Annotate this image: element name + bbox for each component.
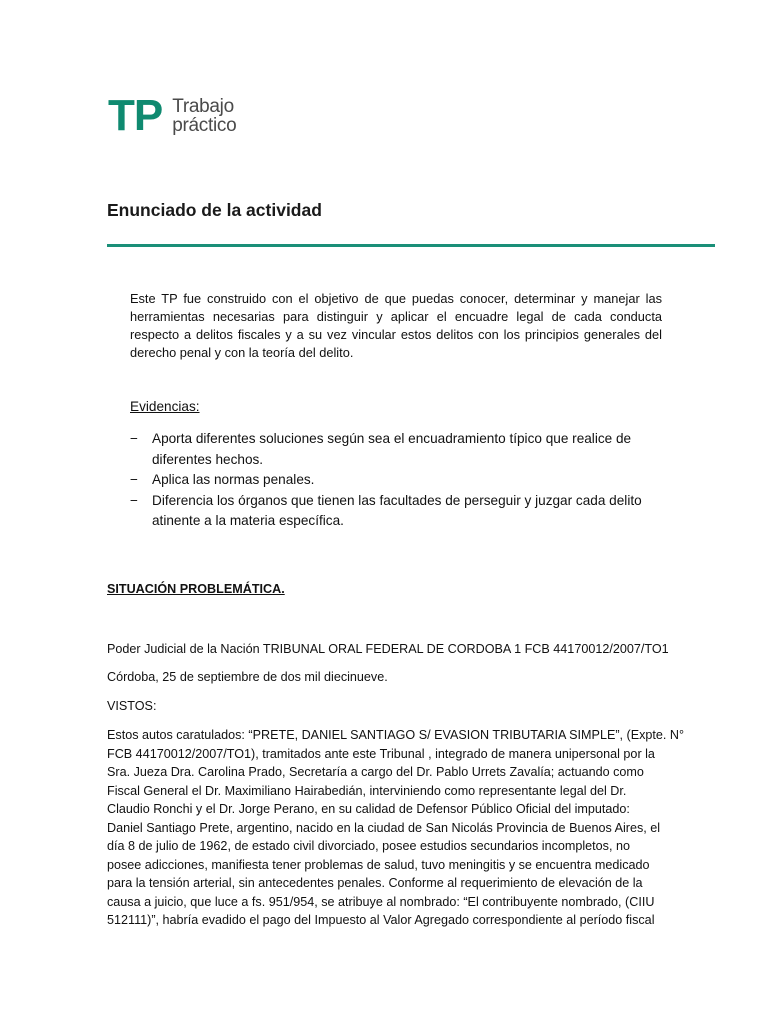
paragraph-line: Sra. Jueza Dra. Carolina Prado, Secretaría a cargo del Dr. Pablo Urrets Zavalía; actuando como	[107, 765, 644, 779]
paragraph-line: día 8 de julio de 1962, de estado civil divorciado, posee estudios secundarios incompletos, no	[107, 839, 630, 853]
dash-bullet: −	[130, 472, 138, 487]
paragraph-line: para la tensión arterial, sin antecedentes penales. Conforme al requerimiento de elevación de la	[107, 876, 643, 890]
logo-line-1: Trabajo	[172, 96, 234, 117]
paragraph-line: 512111)”, habría evadido el pago del Impuesto al Valor Agregado correspondiente al período fiscal	[107, 913, 655, 927]
logo-text	[172, 97, 236, 135]
paragraph-line: Claudio Ronchi y el Dr. Jorge Perano, en su calidad de Defensor Público Oficial del imputado:	[107, 802, 630, 816]
intro-paragraph: Este TP fue construido con el objetivo de que puedas conocer, determinar y manejar las herramientas necesarias para distinguir y aplicar el encuadre legal de cada conducta respecto a delitos fiscales y a su vez vincular estos delitos con los principios generales del derecho penal y con la teoría del delito.	[130, 291, 662, 360]
list-item-text: Diferencia los órganos que tienen las facultades de perseguir y juzgar cada delito atinente a la materia específica.	[152, 492, 642, 528]
paragraph-line: Estos autos caratulados: “PRETE, DANIEL SANTIAGO S/ EVASION TRIBUTARIA SIMPLE”, (Expte. N°	[107, 728, 685, 742]
date-line: Córdoba, 25 de septiembre de dos mil diecinueve.	[107, 670, 388, 684]
paragraph-line: Daniel Santiago Prete, argentino, nacido en la ciudad de San Nicolás Provincia de Buenos Aires, el	[107, 820, 661, 835]
logo-mark: TP	[108, 91, 163, 140]
list-item	[130, 470, 670, 491]
tp-logo	[108, 91, 237, 140]
paragraph-line: Fiscal General el Dr. Maximiliano Hairabedián, interviniendo como representante legal del Dr.	[107, 783, 627, 798]
evidencias-list	[130, 429, 670, 532]
list-item-text: Aplica las normas penales.	[152, 472, 315, 487]
vistos-paragraph	[107, 726, 685, 930]
paragraph-line: FCB 44170012/2007/TO1), tramitados ante este Tribunal , integrado de manera unipersonal por la	[107, 746, 655, 761]
paragraph-line: causa a juicio, que luce a fs. 951/954, se atribuye al nombrado: “El contribuyente nombrado, (CIIU	[107, 894, 655, 909]
dash-bullet: −	[130, 431, 138, 446]
dash-bullet: −	[130, 492, 138, 508]
vistos-label: VISTOS:	[107, 699, 157, 713]
list-item-text: Aporta diferentes soluciones según sea el encuadramiento típico que realice de diferentes hechos.	[152, 431, 632, 467]
logo-line-2: práctico	[172, 115, 237, 136]
list-item	[130, 429, 670, 470]
heading-divider	[107, 244, 715, 247]
evidencias-label: Evidencias:	[130, 399, 200, 414]
situacion-heading: SITUACIÓN PROBLEMÁTICA.	[107, 582, 285, 596]
poder-judicial-line: Poder Judicial de la Nación TRIBUNAL ORAL FEDERAL DE CORDOBA 1 FCB 44170012/2007/TO1	[107, 642, 669, 656]
paragraph-line: posee adicciones, manifiesta tener problemas de salud, tuvo meningitis y se encuentra medicado	[107, 857, 650, 872]
list-item	[130, 491, 670, 532]
section-heading: Enunciado de la actividad	[107, 200, 322, 220]
